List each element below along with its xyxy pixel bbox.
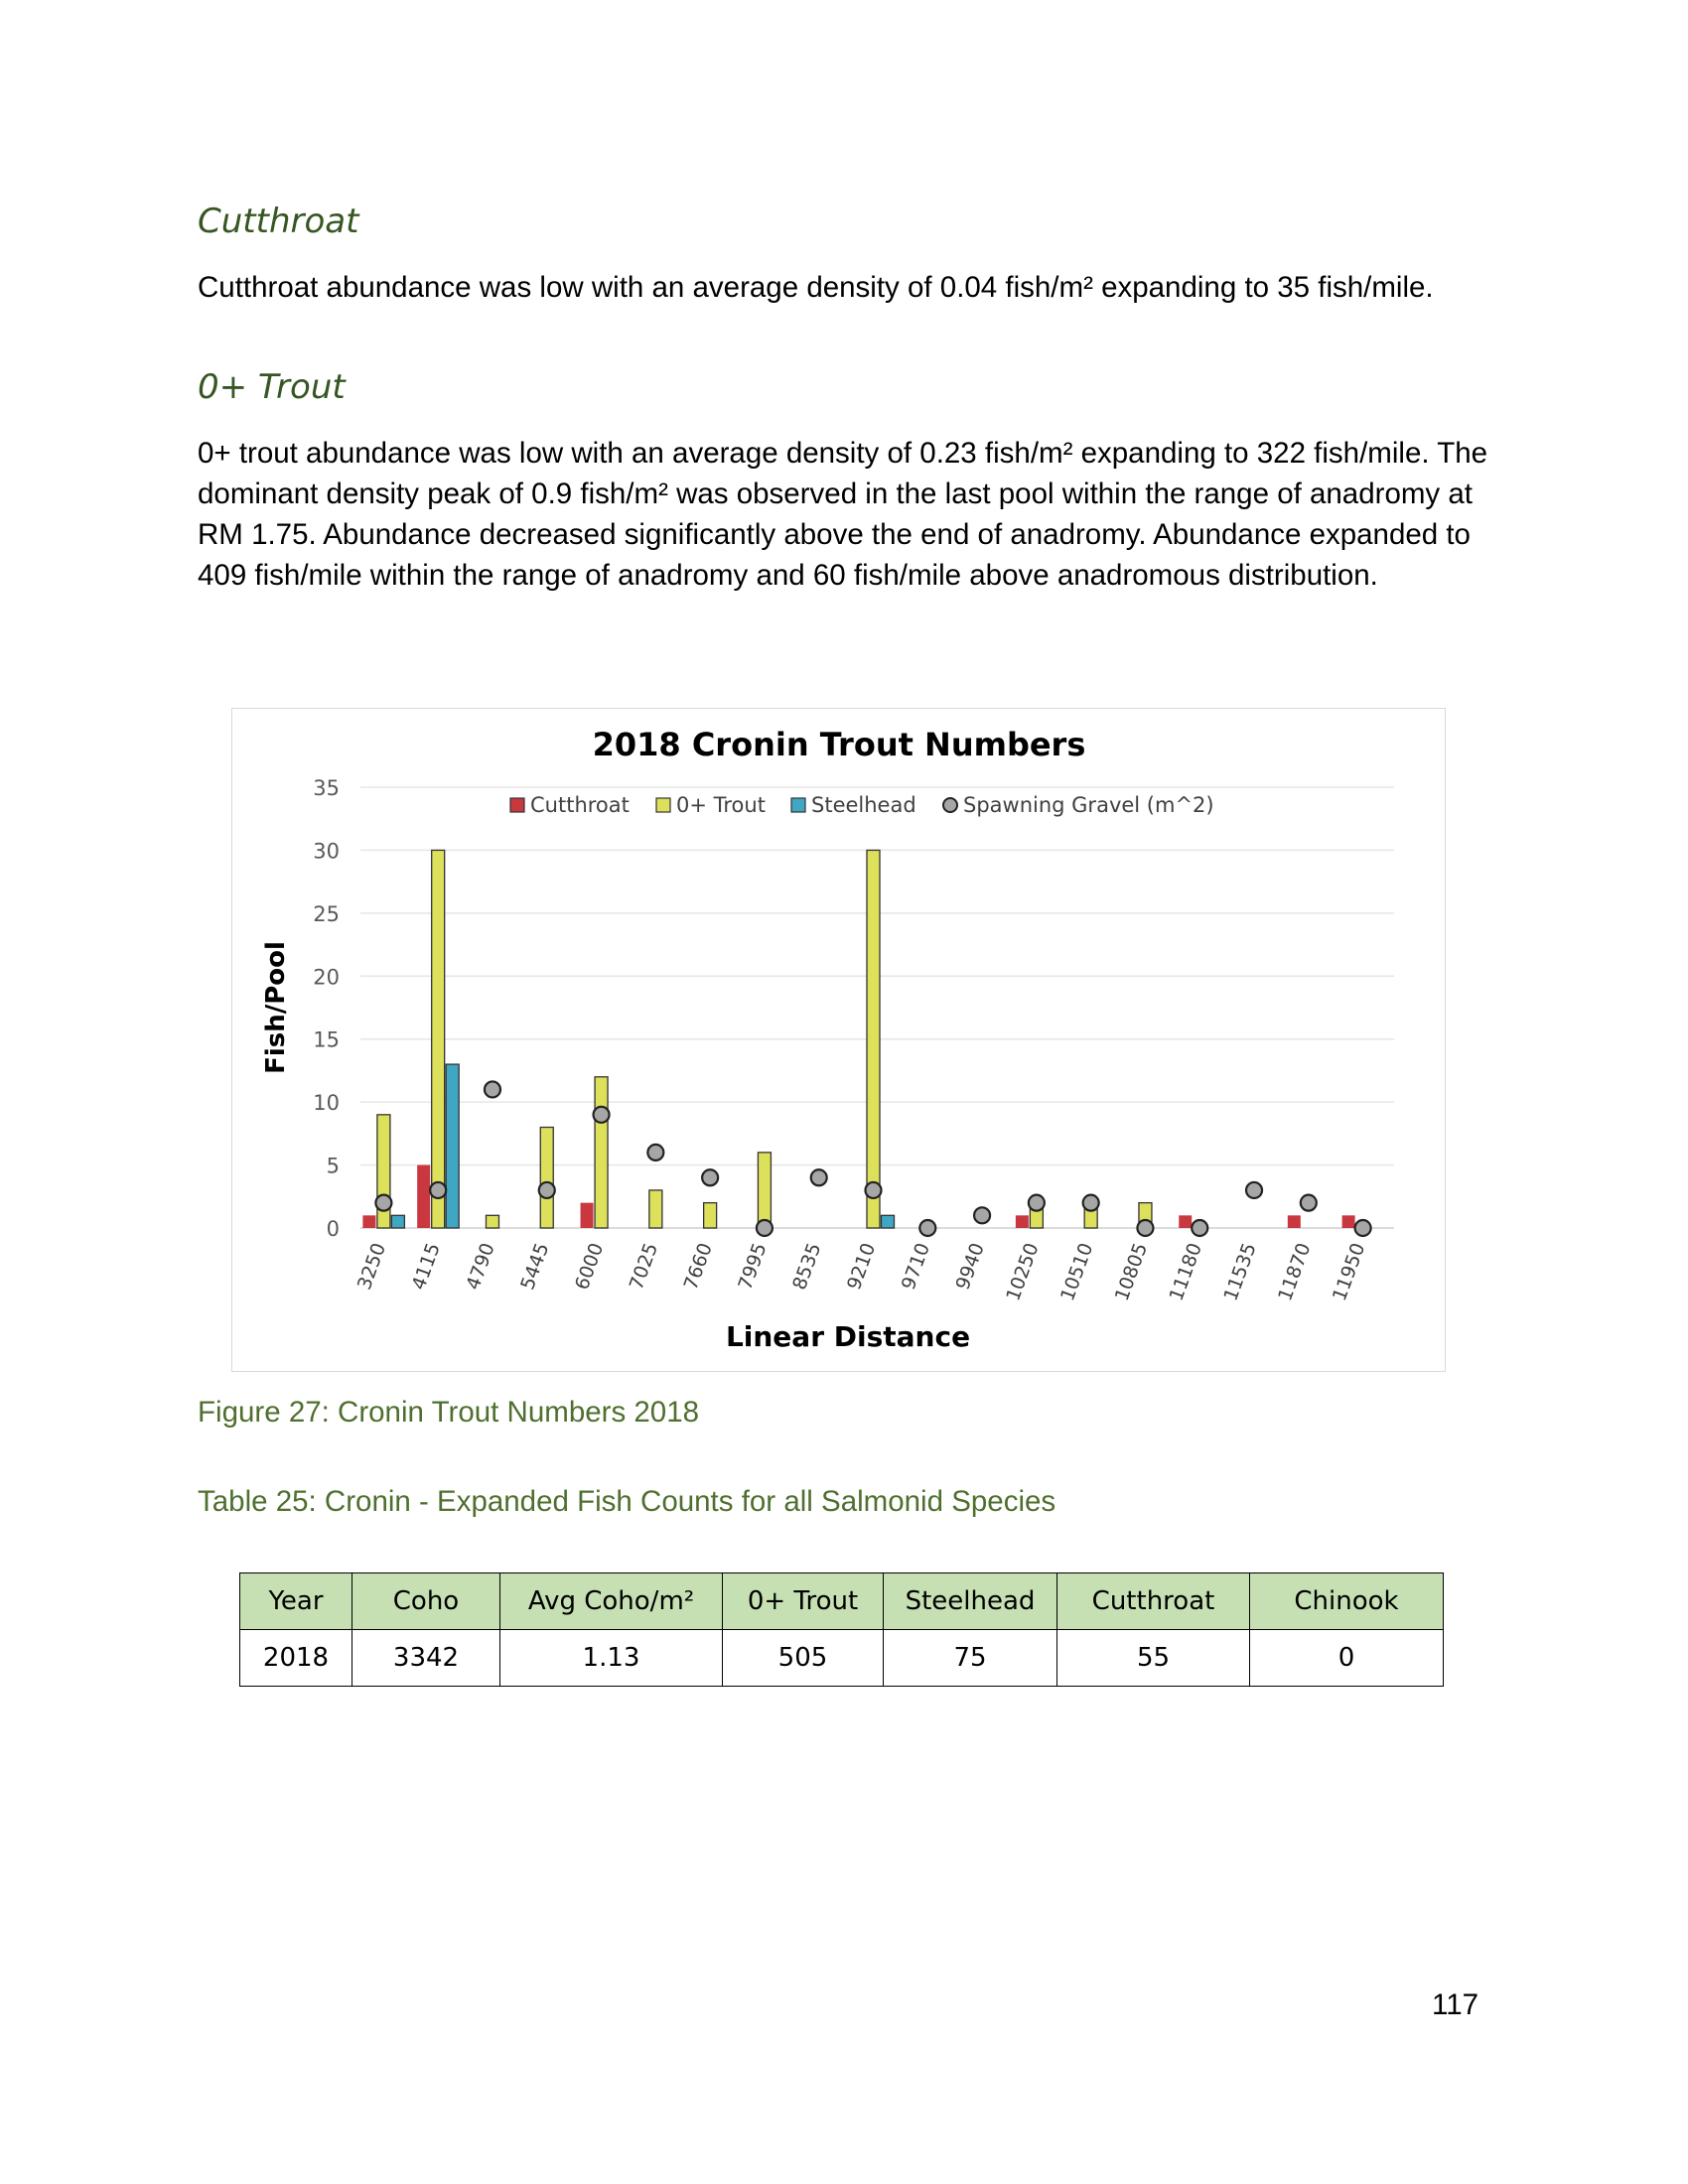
cell-year: 2018 [240, 1630, 352, 1687]
gravel-marker [1029, 1195, 1045, 1211]
cell-trout: 505 [723, 1630, 884, 1687]
gravel-marker [757, 1220, 773, 1236]
x-tick-label: 11870 [1274, 1240, 1316, 1304]
trout-bar [432, 850, 445, 1228]
header-chinook: Chinook [1250, 1573, 1444, 1630]
header-coho: Coho [352, 1573, 500, 1630]
x-tick-label: 10805 [1110, 1240, 1153, 1304]
cutthroat-bar [581, 1203, 594, 1228]
header-year: Year [240, 1573, 352, 1630]
trout-bar [867, 850, 880, 1228]
trout-paragraph: 0+ trout abundance was low with an average density of 0.23 fish/m² expanding to 322 fish/mile. The dominant density peak of 0.9 fish/m² was observed in the last pool within the range of anadromy at RM 1.75. Abundance decreased significantly above the end of anadromy. Abundance expanded to 409 fish/mile within the range of anadromy and 60 fish/mile above anadromous distribution. [198, 437, 1488, 592]
y-tick-label: 15 [313, 1027, 340, 1052]
cutthroat-paragraph: Cutthroat abundance was low with an average density of 0.04 fish/m² expanding to 35 fish/mile. [198, 271, 1434, 304]
x-tick-label: 7025 [625, 1240, 663, 1294]
x-tick-label: 4790 [462, 1240, 499, 1294]
legend-label: Cutthroat [530, 793, 630, 817]
table-header-row [240, 1573, 1444, 1630]
cutthroat-bar [1288, 1215, 1301, 1228]
trout-bar [649, 1190, 662, 1228]
legend-swatch [791, 798, 805, 812]
y-tick-label: 30 [313, 839, 340, 864]
cell-avg-coho: 1.13 [500, 1630, 723, 1687]
gravel-marker [594, 1107, 610, 1123]
legend-marker [943, 798, 957, 812]
gravel-marker [919, 1220, 935, 1236]
y-tick-label: 25 [313, 901, 340, 926]
cutthroat-bar [1179, 1215, 1192, 1228]
header-avg-coho: Avg Coho/m² [500, 1573, 723, 1630]
gravel-marker [1083, 1195, 1099, 1211]
x-tick-label: 6000 [571, 1240, 609, 1294]
y-tick-label: 10 [313, 1091, 340, 1116]
gravel-marker [1137, 1220, 1153, 1236]
x-tick-label: 11535 [1219, 1240, 1261, 1304]
gravel-marker [974, 1207, 990, 1223]
y-tick-label: 5 [326, 1154, 340, 1178]
x-tick-label: 8535 [788, 1240, 826, 1294]
y-tick-label: 20 [313, 965, 340, 990]
trout-bar [758, 1153, 771, 1228]
gravel-marker [702, 1169, 718, 1185]
gravel-marker [866, 1182, 882, 1198]
gravel-marker [1192, 1220, 1207, 1236]
x-tick-label: 11180 [1165, 1240, 1206, 1304]
x-tick-label: 4115 [407, 1240, 445, 1294]
gravel-marker [811, 1169, 827, 1185]
steelhead-bar [391, 1215, 404, 1228]
cutthroat-bar [362, 1215, 375, 1228]
trout-bar [704, 1203, 717, 1228]
header-steelhead: Steelhead [884, 1573, 1057, 1630]
gravel-marker [1246, 1182, 1262, 1198]
gravel-marker [539, 1182, 555, 1198]
steelhead-bar [882, 1215, 895, 1228]
page-number: 117 [1432, 1988, 1479, 2021]
y-tick-label: 35 [313, 776, 340, 800]
trout-bar [595, 1077, 608, 1228]
legend-label: Spawning Gravel (m^2) [963, 793, 1214, 817]
gravel-marker [485, 1081, 500, 1097]
table-caption: Table 25: Cronin - Expanded Fish Counts for all Salmonid Species [198, 1485, 1056, 1518]
chart-title: 2018 Cronin Trout Numbers [592, 726, 1086, 763]
header-trout: 0+ Trout [723, 1573, 884, 1630]
cell-cutthroat: 55 [1057, 1630, 1250, 1687]
cutthroat-bar [1342, 1215, 1355, 1228]
table-row [240, 1630, 1444, 1687]
fish-counts-table [239, 1572, 1444, 1687]
header-cutthroat: Cutthroat [1057, 1573, 1250, 1630]
y-axis-label: Fish/Pool [261, 941, 291, 1074]
x-tick-label: 7995 [734, 1240, 772, 1294]
cell-coho: 3342 [352, 1630, 500, 1687]
trout-numbers-chart [232, 709, 1447, 1373]
gravel-marker [375, 1195, 391, 1211]
gravel-marker [1301, 1195, 1317, 1211]
x-tick-label: 9940 [951, 1240, 989, 1294]
x-axis-label: Linear Distance [725, 1320, 971, 1353]
y-tick-label: 0 [326, 1217, 340, 1241]
gravel-marker [647, 1145, 663, 1160]
x-tick-label: 9210 [842, 1240, 881, 1294]
legend-label: 0+ Trout [676, 793, 766, 817]
x-tick-label: 3250 [352, 1240, 391, 1294]
cutthroat-bar [1016, 1215, 1029, 1228]
cutthroat-bar [417, 1165, 430, 1228]
trout-bar [486, 1215, 498, 1228]
x-tick-label: 7660 [679, 1240, 717, 1294]
trout-heading: 0+ Trout [198, 367, 346, 407]
legend-swatch [510, 798, 524, 812]
cutthroat-heading: Cutthroat [198, 202, 359, 241]
x-tick-label: 9710 [897, 1240, 934, 1294]
chart-container [231, 708, 1446, 1372]
cell-chinook: 0 [1250, 1630, 1444, 1687]
cell-steelhead: 75 [884, 1630, 1057, 1687]
x-tick-label: 10510 [1056, 1240, 1098, 1304]
figure-caption: Figure 27: Cronin Trout Numbers 2018 [198, 1396, 700, 1429]
gravel-marker [430, 1182, 446, 1198]
gravel-marker [1355, 1220, 1371, 1236]
x-tick-label: 5445 [516, 1240, 554, 1294]
x-tick-label: 10250 [1002, 1240, 1044, 1304]
legend-label: Steelhead [811, 793, 916, 817]
x-tick-label: 11950 [1328, 1240, 1370, 1304]
trout-bar [540, 1128, 553, 1228]
steelhead-bar [446, 1064, 459, 1228]
legend-swatch [656, 798, 670, 812]
